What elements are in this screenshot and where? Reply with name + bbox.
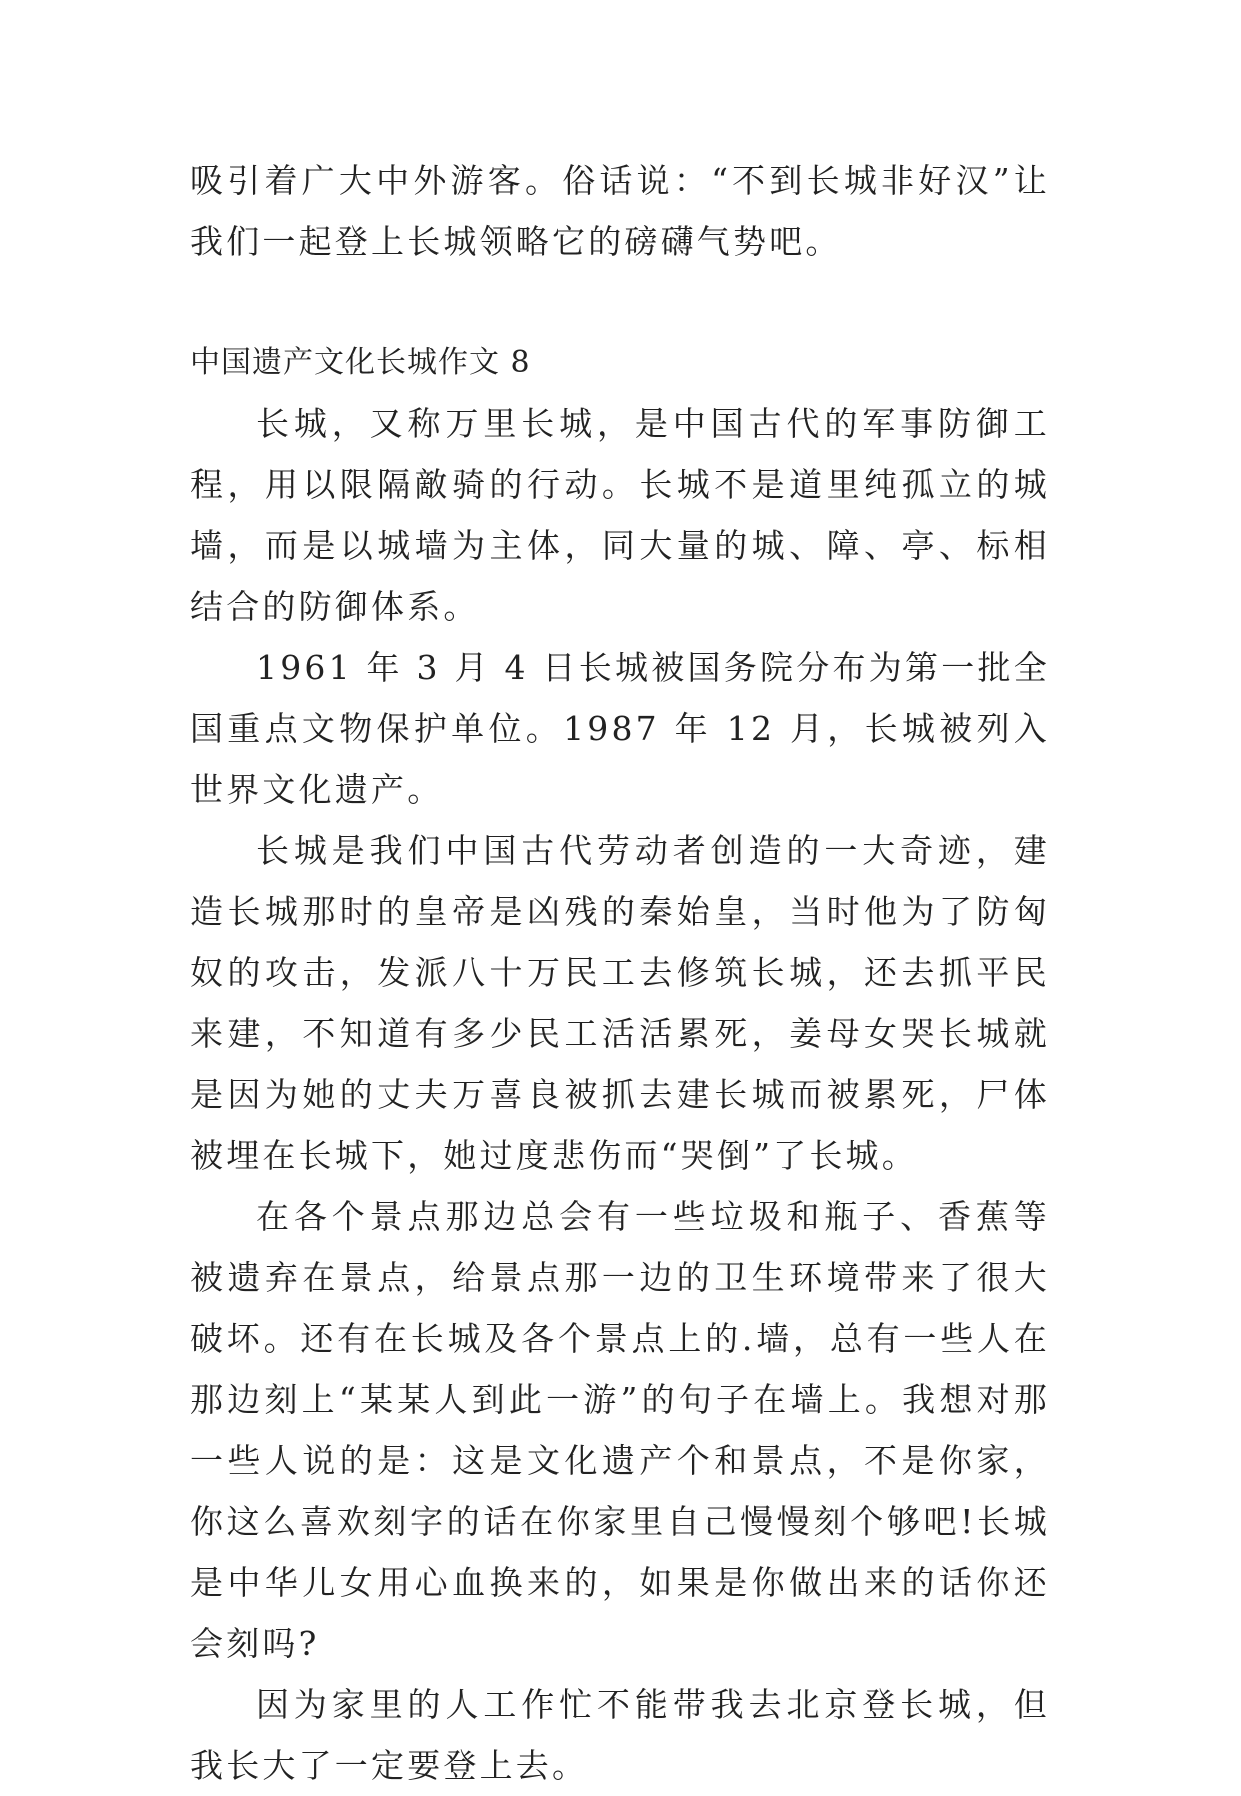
paragraph: 在各个景点那边总会有一些垃圾和瓶子、香蕉等被遗弃在景点，给景点那一边的卫生环境带来了很大破坏。还有在长城及各个景点上的.墙，总有一些人在那边刻上“某某人到此一游”的句子在墙上。我想对那一些人说的是：这是文化遗产个和景点，不是你家，你这么喜欢刻字的话在你家里自己慢慢刻个够吧!长城是中华儿女用心血换来的，如果是你做出来的话你还会刻吗? — [190, 1197, 1050, 1663]
document-page — [190, 150, 1050, 1796]
paragraph: 长城是我们中国古代劳动者创造的一大奇迹，建造长城那时的皇帝是凶残的秦始皇，当时他为了防匈奴的攻击，发派八十万民工去修筑长城，还去抓平民来建，不知道有多少民工活活累死，姜母女哭长城就是因为她的丈夫万喜良被抓去建长城而被累死，尸体被埋在长城下，她过度悲伤而“哭倒”了长城。 — [190, 831, 1050, 1175]
paragraph: 1961 年 3 月 4 日长城被国务院分布为第一批全国重点文物保护单位。1987 年 12 月，长城被列入世界文化遗产。 — [190, 648, 1050, 809]
paragraph: 因为家里的人工作忙不能带我去北京登长城，但我长大了一定要登上去。 — [190, 1685, 1050, 1785]
section-title: 中国遗产文化长城作文 8 — [190, 345, 531, 380]
continuation-paragraph: 吸引着广大中外游客。俗话说：“不到长城非好汉”让我们一起登上长城领略它的磅礴气势吧。 — [190, 161, 1050, 261]
paragraph: 长城，又称万里长城，是中国古代的军事防御工程，用以限隔敵骑的行动。长城不是道里纯孤立的城墙，而是以城墙为主体，同大量的城、障、亭、标相结合的防御体系。 — [190, 404, 1050, 626]
